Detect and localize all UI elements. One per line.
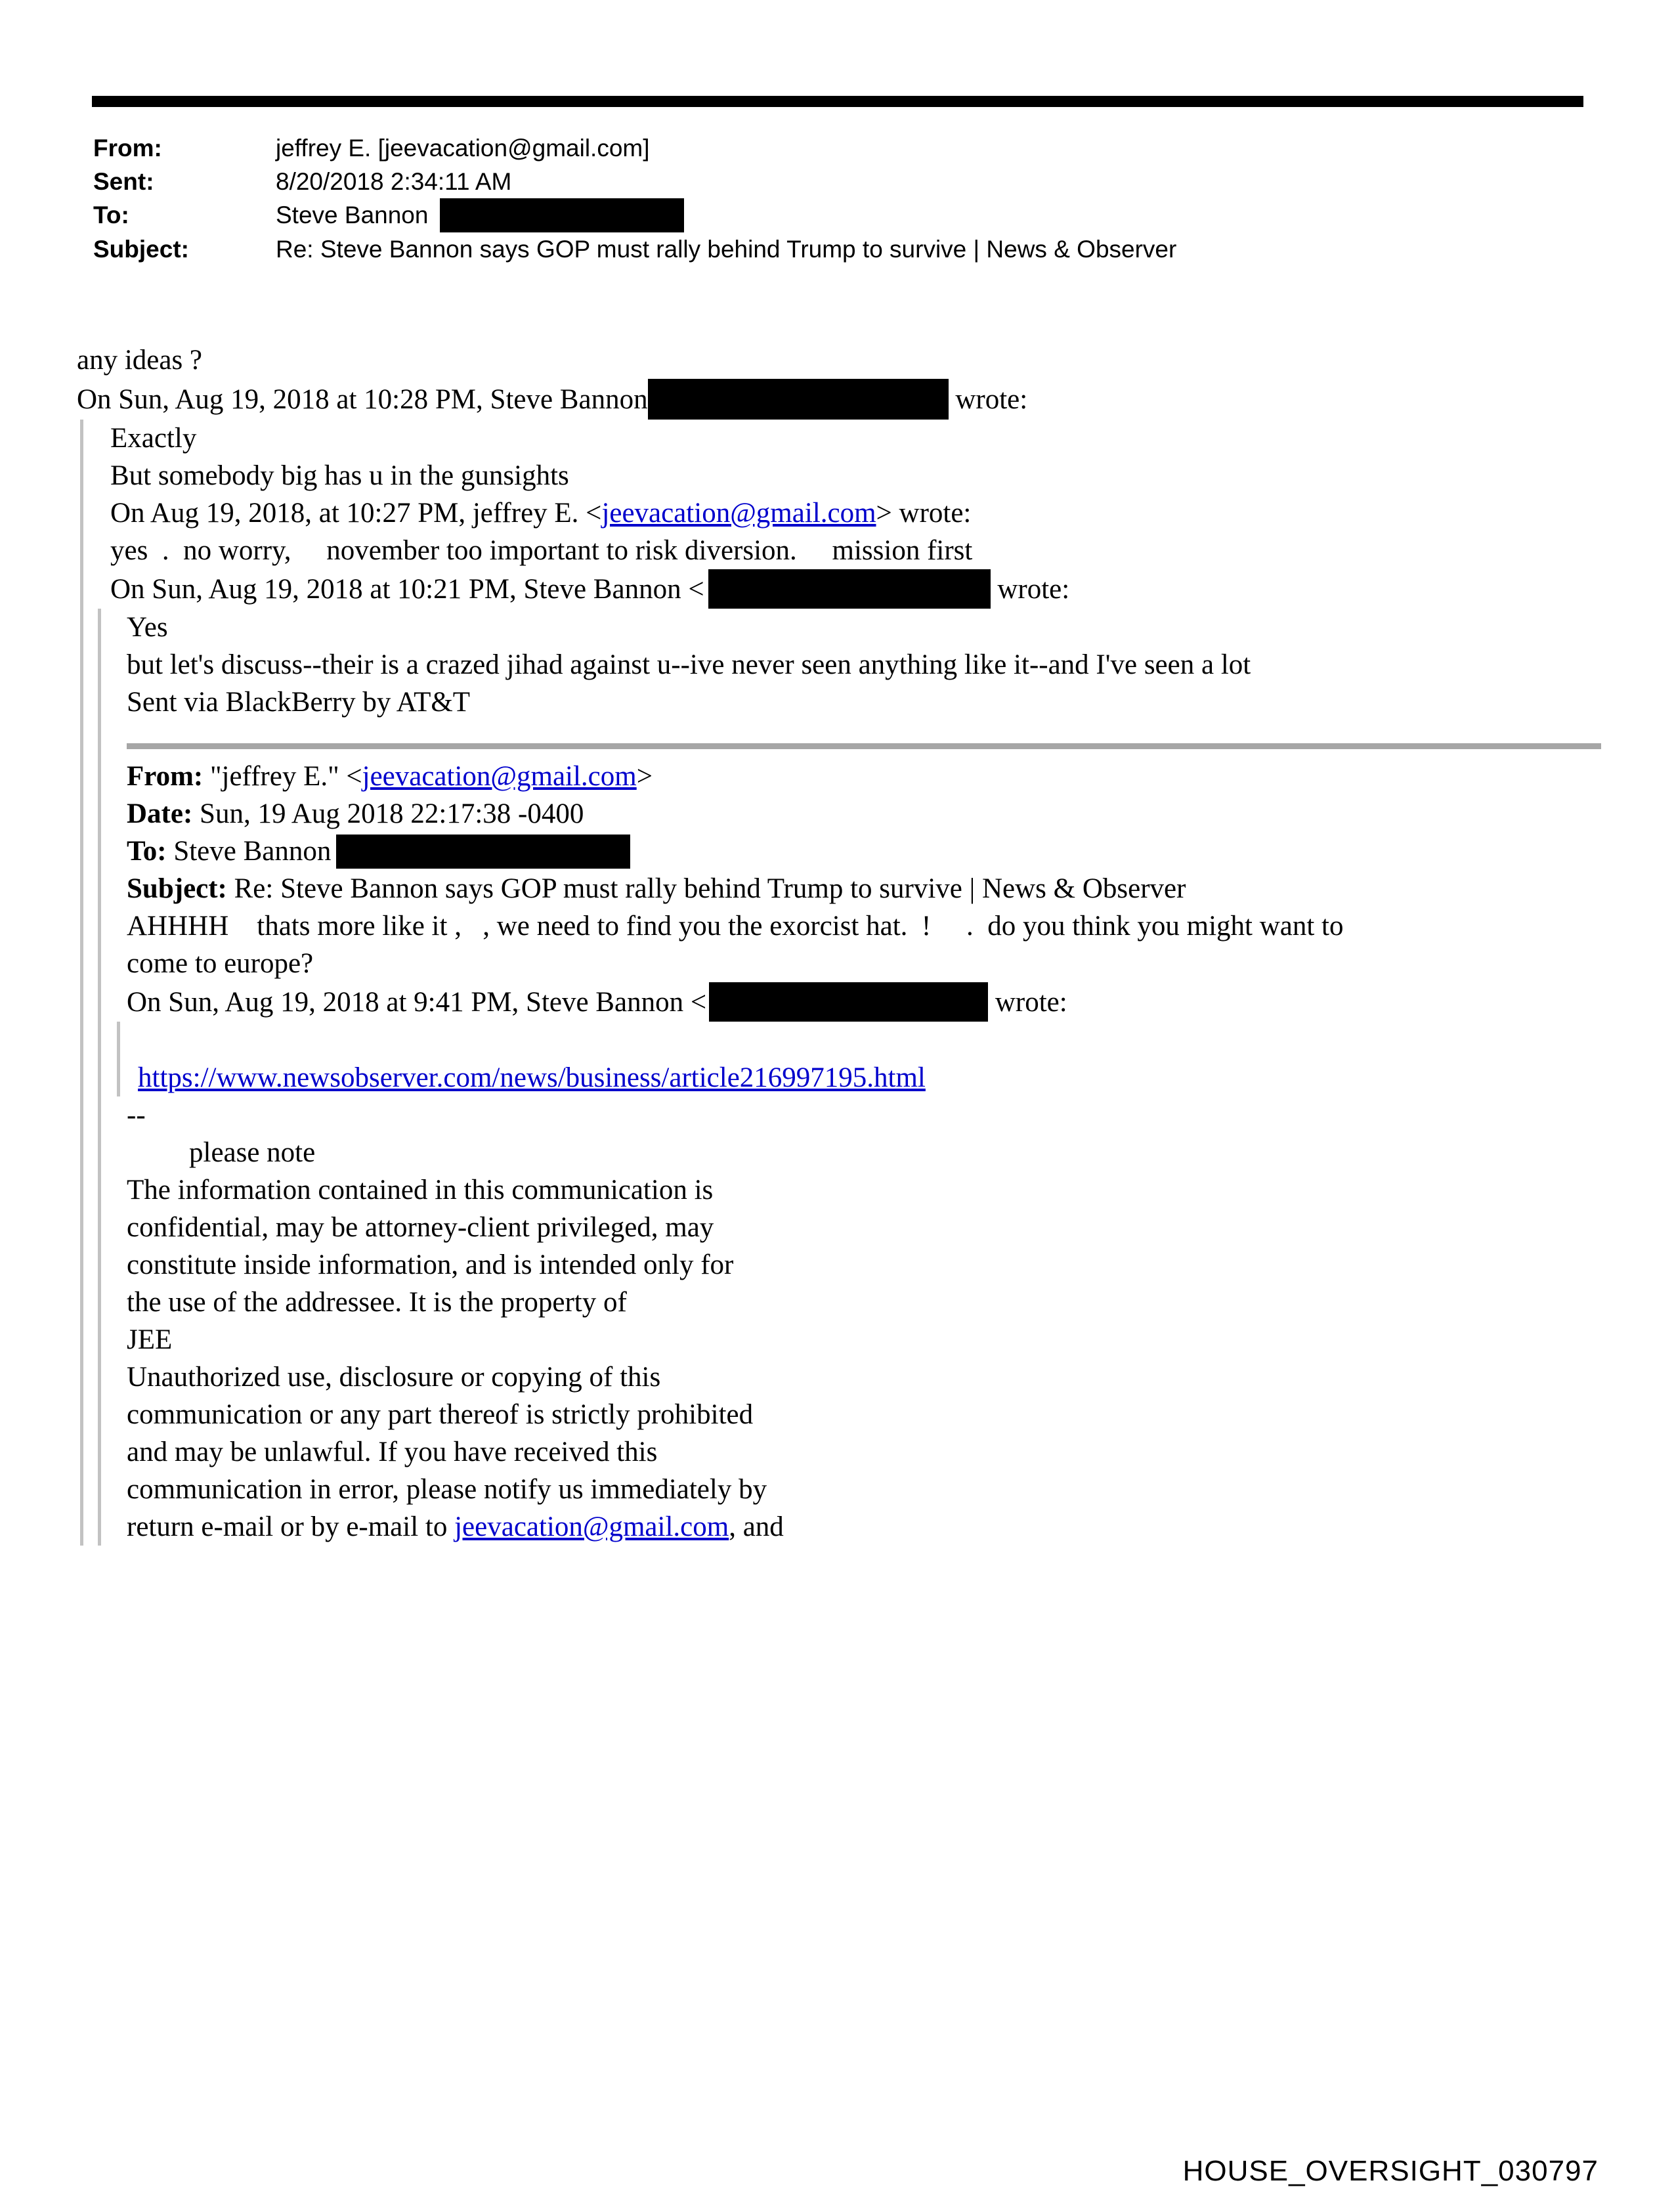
reply-yes-no-worry: yes . no worry, november too important to risk diversion. mission first xyxy=(110,535,973,566)
subject-value: Re: Steve Bannon says GOP must rally behind Trump to survive | News & Observer xyxy=(276,236,1177,263)
quoted-from-line xyxy=(127,758,1601,795)
redaction-bar xyxy=(440,198,684,232)
reply-ahhhh xyxy=(127,907,1601,982)
quote-level-2 xyxy=(98,609,1601,1546)
date-value: Sun, 19 Aug 2018 22:17:38 -0400 xyxy=(192,798,584,829)
disclaimer-line: JEE xyxy=(127,1324,173,1355)
subject-label: Subject: xyxy=(127,873,227,904)
disclaimer-line: and may be unlawful. If you have received this xyxy=(127,1437,658,1467)
to-value-text: Steve Bannon xyxy=(276,202,429,228)
blackberry-signature: Sent via BlackBerry by AT&T xyxy=(127,687,471,718)
redaction-bar xyxy=(336,835,630,869)
from-value: "jeffrey E." < xyxy=(203,761,362,792)
jihad-text: but let's discuss--their is a crazed jihad against u--ive never seen anything like it--and I've seen a lot xyxy=(127,649,1251,680)
sent-label-text: Sent xyxy=(93,168,146,195)
attribution-text: On Aug 19, 2018, at 10:27 PM, jeffrey E. < xyxy=(110,498,602,529)
disclaimer-last-line xyxy=(127,1508,1601,1546)
header-row-subject xyxy=(93,232,1176,266)
disclaimer-line: the use of the addressee. It is the property of xyxy=(127,1287,627,1318)
header-row-sent xyxy=(93,165,1176,198)
quote-level-1 xyxy=(80,420,1601,1546)
horizontal-divider xyxy=(127,743,1601,749)
attribution-text: > wrote: xyxy=(876,498,972,529)
from-value: jeffrey E. [jeevacation@gmail.com] xyxy=(276,135,650,162)
disclaimer-line: communication or any part thereof is strictly prohibited xyxy=(127,1399,754,1430)
subject-label-text: Subject xyxy=(93,236,181,263)
disclaimer-line: communication in error, please notify us immediately by xyxy=(127,1474,767,1505)
reply-yes: Yes xyxy=(127,612,168,643)
quote-attribution-1027 xyxy=(110,494,1601,532)
email-address-link[interactable]: jeevacation@gmail.com xyxy=(362,761,637,792)
from-label xyxy=(93,131,276,165)
disclaimer-text: return e-mail or by e-mail to xyxy=(127,1511,455,1542)
disclaimer-text: , and xyxy=(729,1511,784,1542)
blank-line xyxy=(120,1022,1601,1059)
email-header xyxy=(93,131,1176,266)
opening-line: any ideas ? xyxy=(77,345,203,376)
colon: : xyxy=(121,202,129,228)
to-label xyxy=(93,198,276,232)
ahhhh-text: come to europe? xyxy=(127,948,314,979)
subject-value: Re: Steve Bannon says GOP must rally behind Trump to survive | News & Observer xyxy=(226,873,1186,904)
ahhhh-text: AHHHH thats more like it , , we need to find you the exorcist hat. ! . do you think you might want to xyxy=(127,911,1344,942)
top-rule xyxy=(92,96,1583,107)
news-article-link-line xyxy=(138,1059,1601,1096)
sent-value: 8/20/2018 2:34:11 AM xyxy=(276,168,512,195)
colon: : xyxy=(146,168,154,195)
email-address-link[interactable]: jeevacation@gmail.com xyxy=(454,1511,729,1542)
quoted-to-line xyxy=(127,833,1601,870)
subject-label xyxy=(93,232,276,266)
quoted-subject-line xyxy=(127,870,1601,907)
quote-attribution-1021 xyxy=(110,569,1601,609)
redaction-bar xyxy=(648,379,949,420)
attribution-text: wrote: xyxy=(948,384,1028,415)
email-address-link[interactable]: jeevacation@gmail.com xyxy=(601,498,876,529)
header-row-from xyxy=(93,131,1176,165)
attribution-text: On Sun, Aug 19, 2018 at 9:41 PM, Steve Bannon < xyxy=(127,987,707,1018)
quote-attribution-1028 xyxy=(77,379,1601,420)
quoted-email-header xyxy=(127,758,1601,907)
redaction-bar xyxy=(709,982,988,1022)
quote-attribution-941 xyxy=(127,982,1601,1022)
attribution-text: wrote: xyxy=(988,987,1067,1018)
header-row-to xyxy=(93,198,1176,232)
disclaimer-line: Unauthorized use, disclosure or copying of this xyxy=(127,1362,661,1393)
attribution-text: On Sun, Aug 19, 2018 at 10:21 PM, Steve Bannon < xyxy=(110,574,704,605)
confidentiality-disclaimer xyxy=(127,1171,1601,1546)
reply-jihad xyxy=(127,646,1601,721)
bates-number: HOUSE_OVERSIGHT_030797 xyxy=(1182,2155,1599,2187)
attribution-text: wrote: xyxy=(990,574,1070,605)
news-article-link[interactable]: https://www.newsobserver.com/news/business/article216997195.html xyxy=(138,1062,926,1093)
email-body xyxy=(77,341,1601,1546)
sent-label xyxy=(93,165,276,198)
from-label-text: From xyxy=(93,135,154,162)
quote-level-3 xyxy=(117,1022,1601,1096)
attribution-text: On Sun, Aug 19, 2018 at 10:28 PM, Steve Bannon xyxy=(77,384,648,415)
disclaimer-line: The information contained in this communication is xyxy=(127,1175,714,1205)
please-note-line: please note xyxy=(189,1137,316,1168)
redaction-bar xyxy=(708,569,991,609)
from-value: > xyxy=(636,761,653,792)
disclaimer-line: confidential, may be attorney-client privileged, may xyxy=(127,1212,714,1243)
to-value xyxy=(276,198,684,232)
reply-gunsights: But somebody big has u in the gunsights xyxy=(110,460,569,491)
signature-dashes: -- xyxy=(127,1100,146,1131)
to-label: To: xyxy=(127,836,167,867)
colon: : xyxy=(181,236,189,263)
colon: : xyxy=(154,135,162,162)
to-label-text: To xyxy=(93,202,121,228)
reply-exactly: Exactly xyxy=(110,423,197,454)
from-label: From: xyxy=(127,761,204,792)
date-label: Date: xyxy=(127,798,193,829)
quoted-date-line xyxy=(127,795,1601,833)
to-value: Steve Bannon xyxy=(166,836,332,867)
disclaimer-line: constitute inside information, and is intended only for xyxy=(127,1249,734,1280)
